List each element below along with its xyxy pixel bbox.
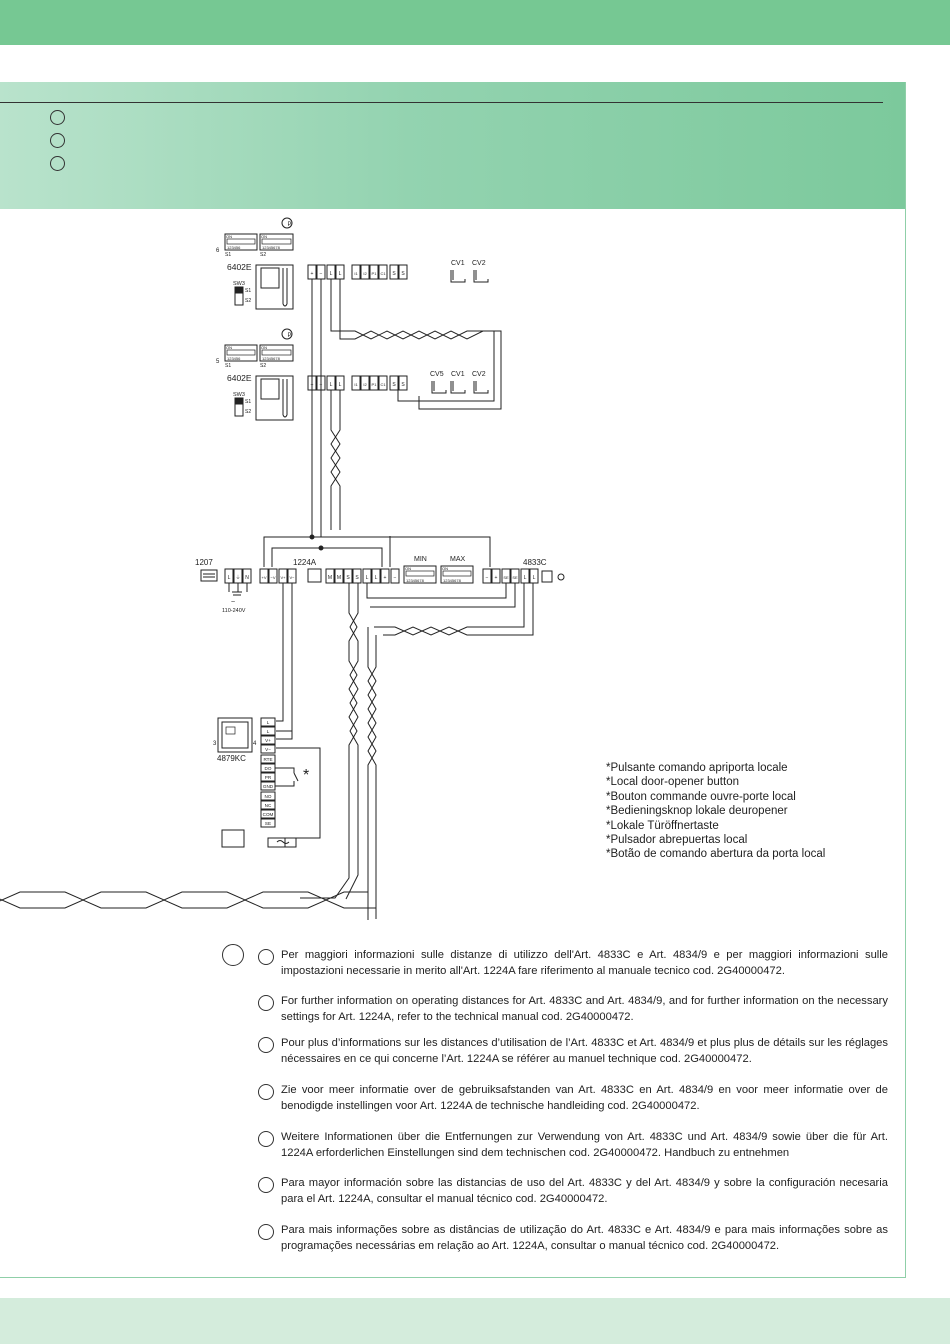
pn-term-10: NC [264, 803, 272, 808]
mm-term-2: − [319, 382, 323, 388]
camera-cv5-mid [432, 381, 446, 393]
monitor-mid-pos: 5 [216, 359, 220, 365]
mt-term-7: P1 [371, 271, 377, 276]
lang-circle-de [258, 1131, 274, 1147]
p-badge-top: P [287, 222, 292, 228]
mm-term-3: L [329, 382, 333, 388]
panel-model: 4879KC [217, 754, 246, 763]
monitor-mid-s1: S1 [225, 363, 232, 369]
if-term-5: L [365, 575, 369, 581]
dip-on-3: ON [226, 345, 232, 350]
info-paragraph-nl: Zie voor meer informatie over de gebruiksafstanden van Art. 4833C en Art. 4834/9 en voor meer informatie over de benodigde instellingen voor Art. 1224A de technische handleiding cod. 2G40000472. [258, 1082, 888, 1114]
pn-term-5: RTE [263, 757, 273, 762]
note-pt: *Botão de comando abertura da porta local [606, 848, 826, 861]
psu-tilde: ~ [231, 599, 236, 606]
panel-terminals [261, 718, 275, 827]
mm-term-7: P1 [371, 382, 377, 387]
if-term-3: S [346, 575, 350, 581]
mm-term-4: L [338, 382, 342, 388]
psu-term-6: V+ [280, 575, 286, 580]
interface-model: 1224A [293, 558, 317, 567]
en-term-1: − [485, 575, 489, 581]
psu-1207 [201, 570, 217, 581]
psu-term-2: ⏚ [235, 575, 241, 581]
local-button-box [222, 830, 244, 847]
note-it: *Pulsante comando apriporta locale [606, 762, 788, 774]
page-frame-bottom [0, 1277, 906, 1278]
local-door-opener-notes [606, 761, 896, 862]
mm-term-9: S [392, 382, 396, 388]
pn-term-4: V− [265, 747, 271, 752]
note-de: *Lokale Türöffnertaste [606, 819, 719, 832]
info-header-circle [222, 944, 244, 966]
en-term-2: + [494, 575, 498, 581]
monitor-top-sw3: SW3 [233, 281, 245, 287]
mt-term-2: − [319, 271, 323, 277]
panel-right-num: 4 [253, 741, 257, 747]
dip-on-1: ON [226, 234, 232, 239]
dip-num-max: 12345678 [443, 578, 461, 583]
interface-1224a-icon [308, 569, 321, 582]
note-fr: *Bouton commande ouvre-porte local [606, 790, 796, 803]
pn-term-6: DO [264, 766, 272, 771]
pn-term-12: SE [264, 821, 272, 826]
psu-term-5: −V [270, 575, 276, 580]
en-term-6: L [532, 575, 536, 581]
dip-num-1: 123456 [227, 245, 241, 250]
door-panel-4879kc [218, 718, 252, 752]
entrance-4833c-icon [542, 571, 552, 582]
note-en: *Local door-opener button [606, 776, 739, 789]
mt-term-10: S [401, 271, 405, 277]
psu-term-1: L [227, 575, 231, 581]
pn-term-3: V+ [265, 738, 271, 743]
psu-term-7: V− [289, 575, 295, 580]
monitor-top-model: 6402E [227, 262, 252, 272]
info-paragraph-pt: Para mais informações sobre as distâncias de utilização do Art. 4833C e Art. 4834/9 e para mais informações sobre as programações necessárias em relação ao Art. 1224A, consultar o manual técnico cod. 2G40000472. [258, 1222, 888, 1254]
monitor-mid-sw-s2: S2 [245, 409, 252, 415]
cam-mid-cv5: CV5 [430, 371, 444, 378]
mt-term-8: C1 [380, 271, 386, 276]
info-paragraph-en: For further information on operating distances for Art. 4833C and Art. 4834/9, and for further information on the necessary settings for Art. 1224A, refer to the technical manual cod. 2G40000472. [258, 993, 888, 1025]
cam-top-cv1: CV1 [451, 260, 465, 267]
interface-max: MAX [450, 556, 466, 563]
lang-circle-it [258, 949, 274, 965]
lang-circle-nl [258, 1084, 274, 1100]
local-button-star: * [303, 767, 310, 784]
mt-term-5: I1 [354, 271, 358, 276]
monitor-mid-model: 6402E [227, 373, 252, 383]
monitor-top-s2: S2 [260, 252, 267, 258]
camera-cv2-top [474, 270, 488, 282]
camera-cv2-mid [474, 381, 488, 393]
bottom-color-bar [0, 1298, 950, 1344]
lang-circle-en [258, 995, 274, 1011]
dip-on-max: ON [442, 566, 448, 571]
info-paragraph-es: Para mayor información sobre las distancias de uso del Art. 4833C y del Art. 4834/9 y sobre la configuración necesaria para el Art. 1224A, consultar el manual técnico cod. 2G40000472. [258, 1175, 888, 1207]
monitor-mid-s2: S2 [260, 363, 267, 369]
mm-term-6: I2 [363, 382, 367, 387]
dip-num-min: 12345678 [406, 578, 424, 583]
mm-term-8: C1 [380, 382, 386, 387]
info-paragraph-fr: Pour plus d’informations sur les distances d’utilisation de l’Art. 4833C et Art. 4834/9 et plus plus de détails sur les réglages nécessaires en ce qui concerne l’Art. 1224A se référer au manuel technique cod. 2G40000472. [258, 1035, 888, 1067]
monitor-top-sw-s2: S2 [245, 298, 252, 304]
dip-num-2: 12345678 [262, 245, 280, 250]
if-term-4: S [355, 575, 359, 581]
en-term-3: SE [503, 575, 509, 580]
panel-left-num: 3 [213, 741, 217, 747]
cam-mid-cv1: CV1 [451, 371, 465, 378]
psu-term-3: N [245, 575, 249, 581]
camera-cv1-top [451, 270, 465, 282]
dip-on-min: ON [405, 566, 411, 571]
monitor-top-sw-s1: S1 [245, 288, 252, 294]
entrance-model: 4833C [523, 558, 547, 567]
pn-term-8: GND [262, 784, 274, 789]
lang-circle-fr [258, 1037, 274, 1053]
pn-term-1: L [266, 720, 270, 725]
psu-term-4: +V [261, 575, 267, 580]
monitor-mid-sw3: SW3 [233, 392, 245, 398]
dip-num-3: 123456 [227, 356, 241, 361]
mt-term-9: S [392, 271, 396, 277]
language-circle-1 [50, 110, 65, 125]
interface-min: MIN [414, 556, 427, 563]
dip-num-4: 12345678 [262, 356, 280, 361]
dip-on-4: ON [261, 345, 267, 350]
camera-cv1-mid [451, 381, 465, 393]
mm-term-10: S [401, 382, 405, 388]
dip-on-2: ON [261, 234, 267, 239]
if-term-2: M [336, 575, 342, 581]
top-color-bar [0, 0, 950, 45]
mt-term-1: + [310, 271, 314, 277]
mt-term-3: L [329, 271, 333, 277]
note-nl: *Bedieningsknop lokale deuropener [606, 805, 788, 818]
pn-term-11: COM [262, 812, 274, 817]
mm-term-1: + [310, 382, 314, 388]
cam-top-cv2: CV2 [472, 260, 486, 267]
if-term-8: − [393, 575, 397, 581]
entrance-terminals [483, 569, 538, 583]
if-term-1: M [327, 575, 333, 581]
lang-circle-es [258, 1177, 274, 1193]
monitor-top-pos: 6 [216, 248, 220, 254]
psu-model: 1207 [195, 558, 213, 567]
if-term-6: L [374, 575, 378, 581]
pn-term-2: L [266, 729, 270, 734]
pn-term-9: NO [264, 794, 272, 799]
language-circle-2 [50, 133, 65, 148]
if-term-7: + [383, 575, 387, 581]
info-paragraph-de: Weitere Informationen über die Entfernungen zur Verwendung von Art. 4833C und Art. 4834/9 sowie über die für Art. 1224A erforderlichen Einstellungen sind dem technischen cod. 2G40000472. Handbuch zu entnehmen [258, 1129, 888, 1161]
language-circle-3 [50, 156, 65, 171]
mt-term-4: L [338, 271, 342, 277]
monitor-top-s1: S1 [225, 252, 232, 258]
note-es: *Pulsador abrepuertas local [606, 834, 748, 847]
info-paragraph-it: Per maggiori informazioni sulle distanze di utilizzo dell'Art. 4833C e Art. 4834/9 e per maggiori informazioni sulle impostazioni necessarie in merito all'Art. 1224A fare riferimento al manuale tecnico cod. 2G40000472. [258, 947, 888, 979]
en-term-5: L [523, 575, 527, 581]
p-badge-mid: P [287, 333, 292, 339]
header-rule [0, 102, 883, 103]
mt-term-6: I2 [363, 271, 367, 276]
lang-circle-pt [258, 1224, 274, 1240]
psu-voltage: 110-240V [222, 608, 246, 614]
mm-term-5: I1 [354, 382, 358, 387]
cam-mid-cv2: CV2 [472, 371, 486, 378]
en-term-4: SE [512, 575, 518, 580]
pn-term-7: PR [264, 775, 272, 780]
monitor-mid-sw-s1: S1 [245, 399, 252, 405]
